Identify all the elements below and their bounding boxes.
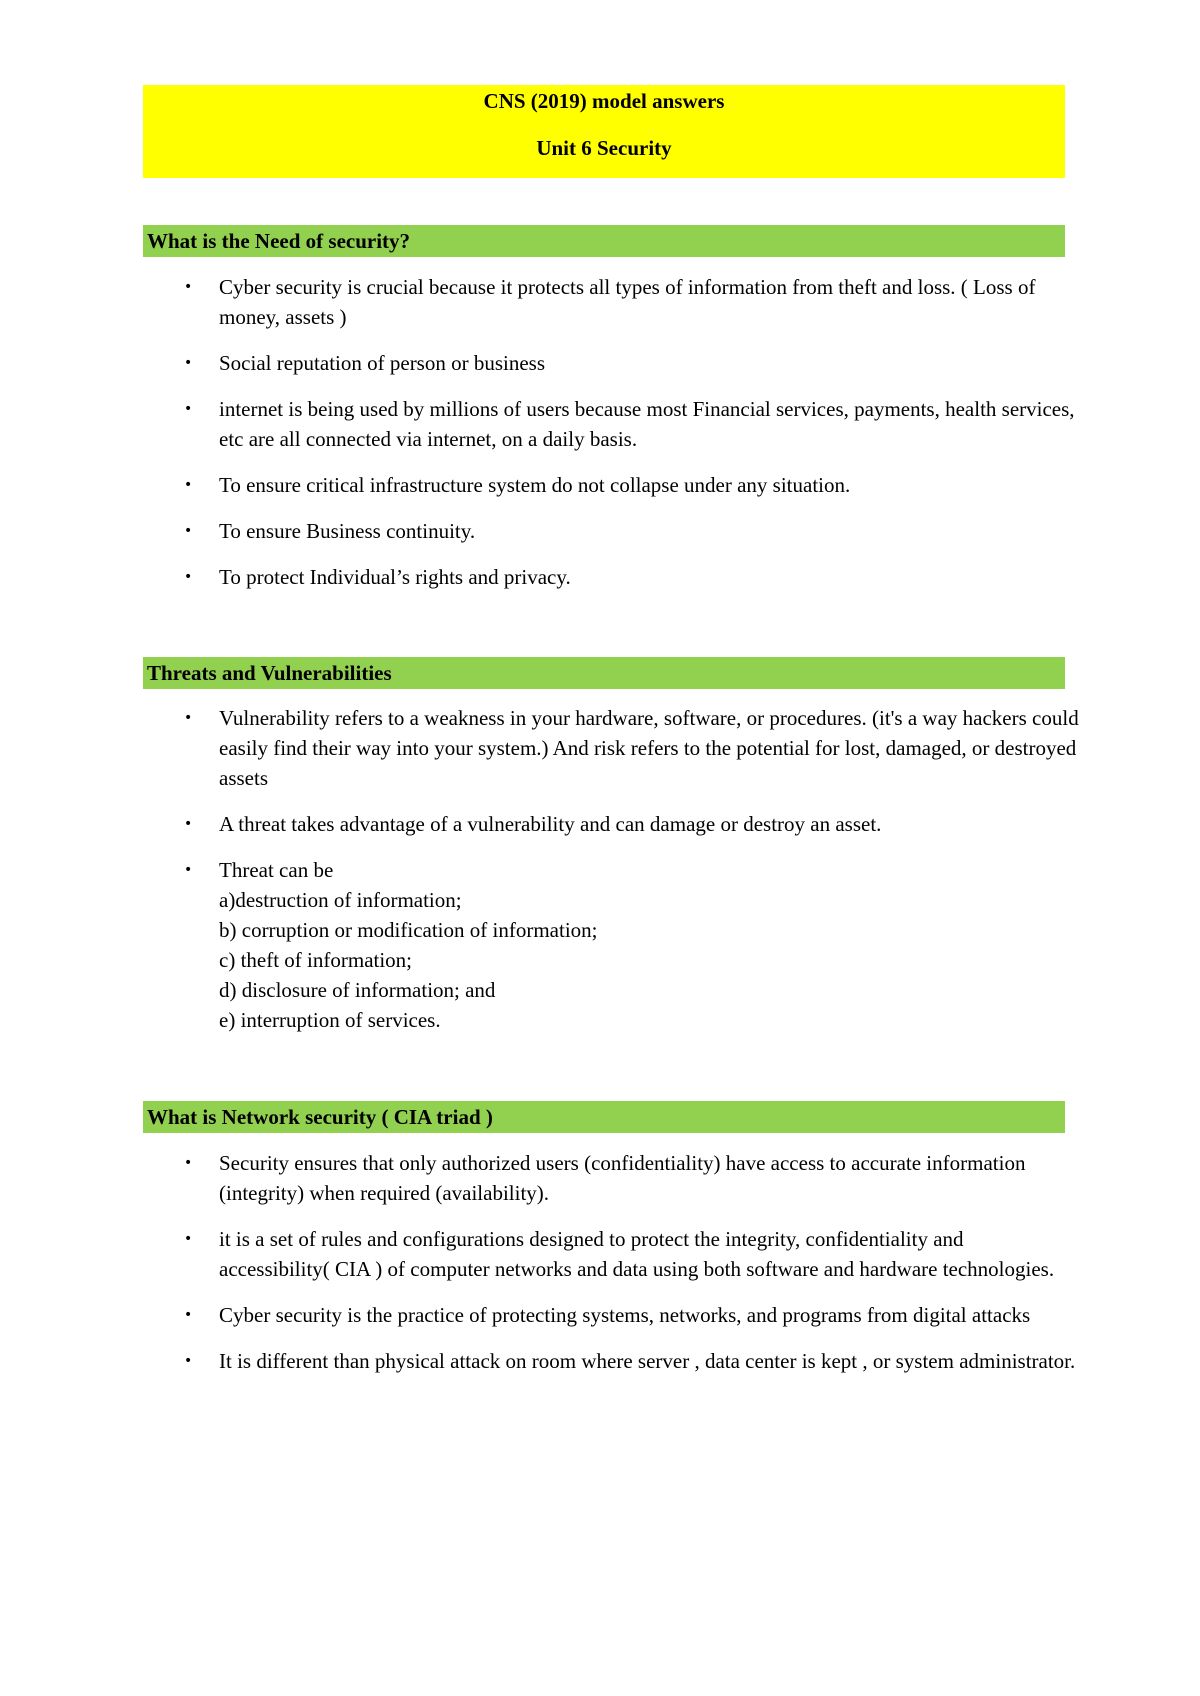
- threat-type: a)destruction of information;: [219, 888, 462, 912]
- threat-types-item: [0, 855, 1079, 1035]
- bullet-icon: •: [184, 1307, 193, 1323]
- threat-type: e) interruption of services.: [219, 1008, 441, 1032]
- threats-vulnerabilities-list: [0, 703, 1200, 1051]
- list-item: • It is different than physical attack on room where server , data center is kept , or system administrator.: [0, 1346, 1079, 1376]
- list-item: • it is a set of rules and configurations designed to protect the integrity, confidentiality and accessibility( CIA ) of computer networks and data using both software and hardware technologies.: [0, 1224, 1079, 1284]
- section-heading-threats-vulnerabilities: Threats and Vulnerabilities: [143, 657, 1065, 689]
- network-security-list: [0, 1148, 1200, 1392]
- bullet-icon: •: [184, 523, 193, 539]
- list-item: • To ensure critical infrastructure system do not collapse under any situation.: [0, 470, 1079, 500]
- list-item: • internet is being used by millions of users because most Financial services, payments, health services, etc are all connected via internet, on a daily basis.: [0, 394, 1079, 454]
- list-item: • To ensure Business continuity.: [0, 516, 1079, 546]
- bullet-icon: •: [184, 1353, 193, 1369]
- list-item: • To protect Individual’s rights and privacy.: [0, 562, 1079, 592]
- bullet-icon: •: [184, 710, 193, 726]
- list-item: • Vulnerability refers to a weakness in your hardware, software, or procedures. (it's a way hackers could easily find their way into your system.) And risk refers to the potential for lost, damaged, or destroyed assets: [0, 703, 1079, 793]
- bullet-icon: •: [184, 477, 193, 493]
- list-item: • Cyber security is crucial because it protects all types of information from theft and loss. ( Loss of money, assets ): [0, 272, 1079, 332]
- list-item: • A threat takes advantage of a vulnerability and can damage or destroy an asset.: [0, 809, 1079, 839]
- threat-intro: Threat can be: [219, 858, 334, 882]
- bullet-icon: •: [184, 279, 193, 295]
- threat-type: d) disclosure of information; and: [219, 978, 496, 1002]
- threat-type: c) theft of information;: [219, 948, 413, 972]
- bullet-icon: •: [184, 569, 193, 585]
- unit-title: Unit 6 Security: [536, 136, 672, 160]
- need-of-security-list: [0, 272, 1200, 608]
- threat-type: b) corruption or modification of information;: [219, 918, 598, 942]
- list-item: • Security ensures that only authorized users (confidentiality) have access to accurate information (integrity) when required (availability).: [0, 1148, 1079, 1208]
- list-item: • Social reputation of person or business: [0, 348, 1079, 378]
- section-heading-network-security: What is Network security ( CIA triad ): [143, 1101, 1065, 1133]
- bullet-icon: •: [184, 816, 193, 832]
- bullet-icon: •: [184, 401, 193, 417]
- bullet-icon: •: [184, 1231, 193, 1247]
- bullet-icon: •: [184, 862, 193, 878]
- section-heading-need-of-security: What is the Need of security?: [143, 225, 1065, 257]
- document-title: CNS (2019) model answers: [483, 89, 725, 113]
- bullet-icon: •: [184, 355, 193, 371]
- bullet-icon: •: [184, 1155, 193, 1171]
- list-item: • Cyber security is the practice of protecting systems, networks, and programs from digital attacks: [0, 1300, 1079, 1330]
- title-banner: [143, 85, 1065, 178]
